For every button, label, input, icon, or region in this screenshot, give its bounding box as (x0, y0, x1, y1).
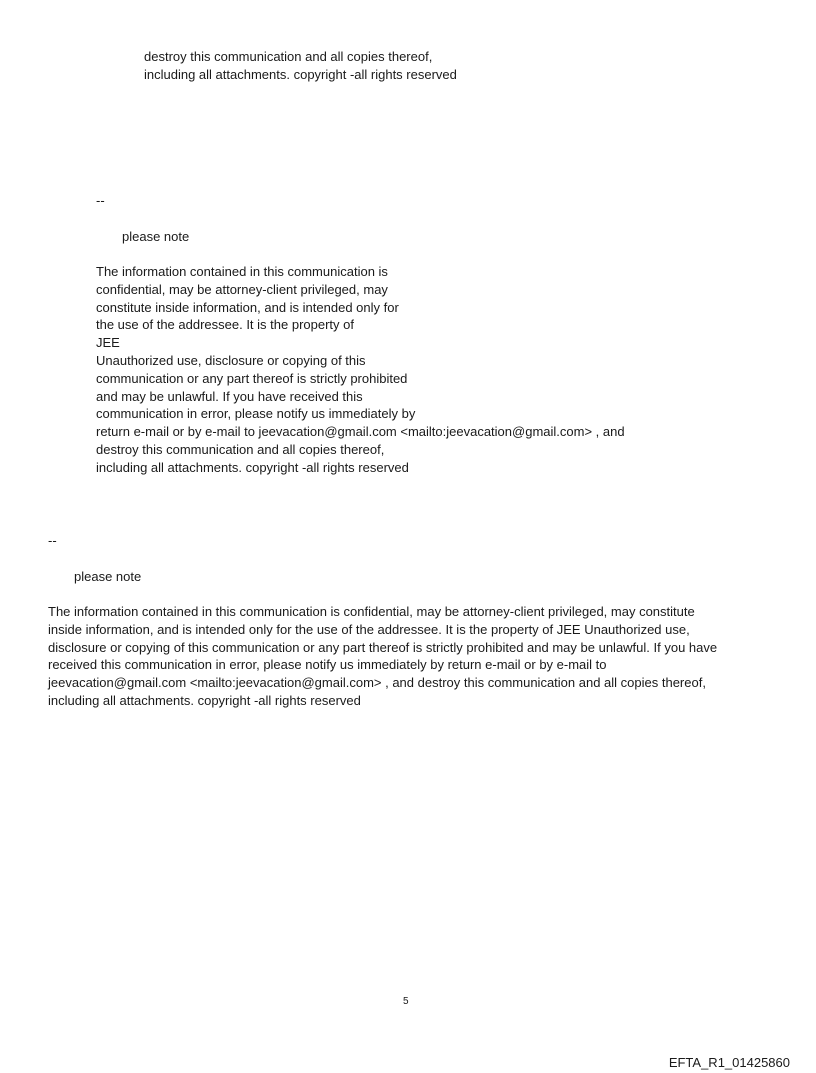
disclaimer-line: The information contained in this communication is (96, 264, 388, 279)
please-note-heading: please note (74, 569, 142, 584)
disclaimer-line: communication in error, please notify us immediately by (96, 406, 416, 422)
disclaimer-line: inside information, and is intended only for the use of the addressee. It is the property of JEE Unauthorized use, (48, 621, 690, 637)
disclaimer-line: received this communication in error, please notify us immediately by return e-mail or by e-mail to (48, 657, 607, 673)
disclaimer-line: destroy this communication and all copies thereof, (96, 441, 385, 457)
page-number: 5 (403, 996, 409, 1007)
disclaimer-line: disclosure or copying of this communication or any part thereof is strictly prohibited and may be unlawful. If you have (48, 639, 718, 655)
quoted-disclaimer-tail (144, 48, 457, 84)
disclaimer-line: the use of the addressee. It is the property of (96, 317, 354, 333)
document-id: EFTA_R1_01425860 (668, 1055, 790, 1070)
disclaimer-line: and may be unlawful. If you have received this (96, 388, 363, 404)
disclaimer-line: constitute inside information, and is intended only for (96, 299, 399, 315)
disclaimer-line: including all attachments. copyright -all rights reserved (48, 692, 361, 708)
signature-separator: -- (48, 533, 57, 548)
disclaimer-line: communication or any part thereof is strictly prohibited (96, 370, 408, 386)
disclaimer-line: including all attachments. copyright -all rights reserved (96, 459, 409, 475)
disclaimer-line: jeevacation@gmail.com <mailto:jeevacation@gmail.com> , and destroy this communication and all copies thereof, (48, 675, 706, 691)
disclaimer-line: including all attachments. copyright -all rights reserved (144, 66, 457, 82)
disclaimer-line: confidential, may be attorney-client privileged, may (96, 281, 388, 297)
disclaimer-line: destroy this communication and all copies thereof, (144, 49, 433, 64)
quoted-disclaimer (96, 263, 625, 477)
signature-separator: -- (96, 193, 105, 208)
disclaimer-line: return e-mail or by e-mail to jeevacation@gmail.com <mailto:jeevacation@gmail.com> , and (96, 424, 625, 440)
please-note-heading: please note (122, 229, 190, 244)
disclaimer-paragraph (48, 603, 717, 710)
disclaimer-line: JEE (96, 335, 120, 351)
disclaimer-line: The information contained in this communication is confidential, may be attorney-client privileged, may constitute (48, 604, 695, 619)
disclaimer-line: Unauthorized use, disclosure or copying of this (96, 352, 366, 368)
